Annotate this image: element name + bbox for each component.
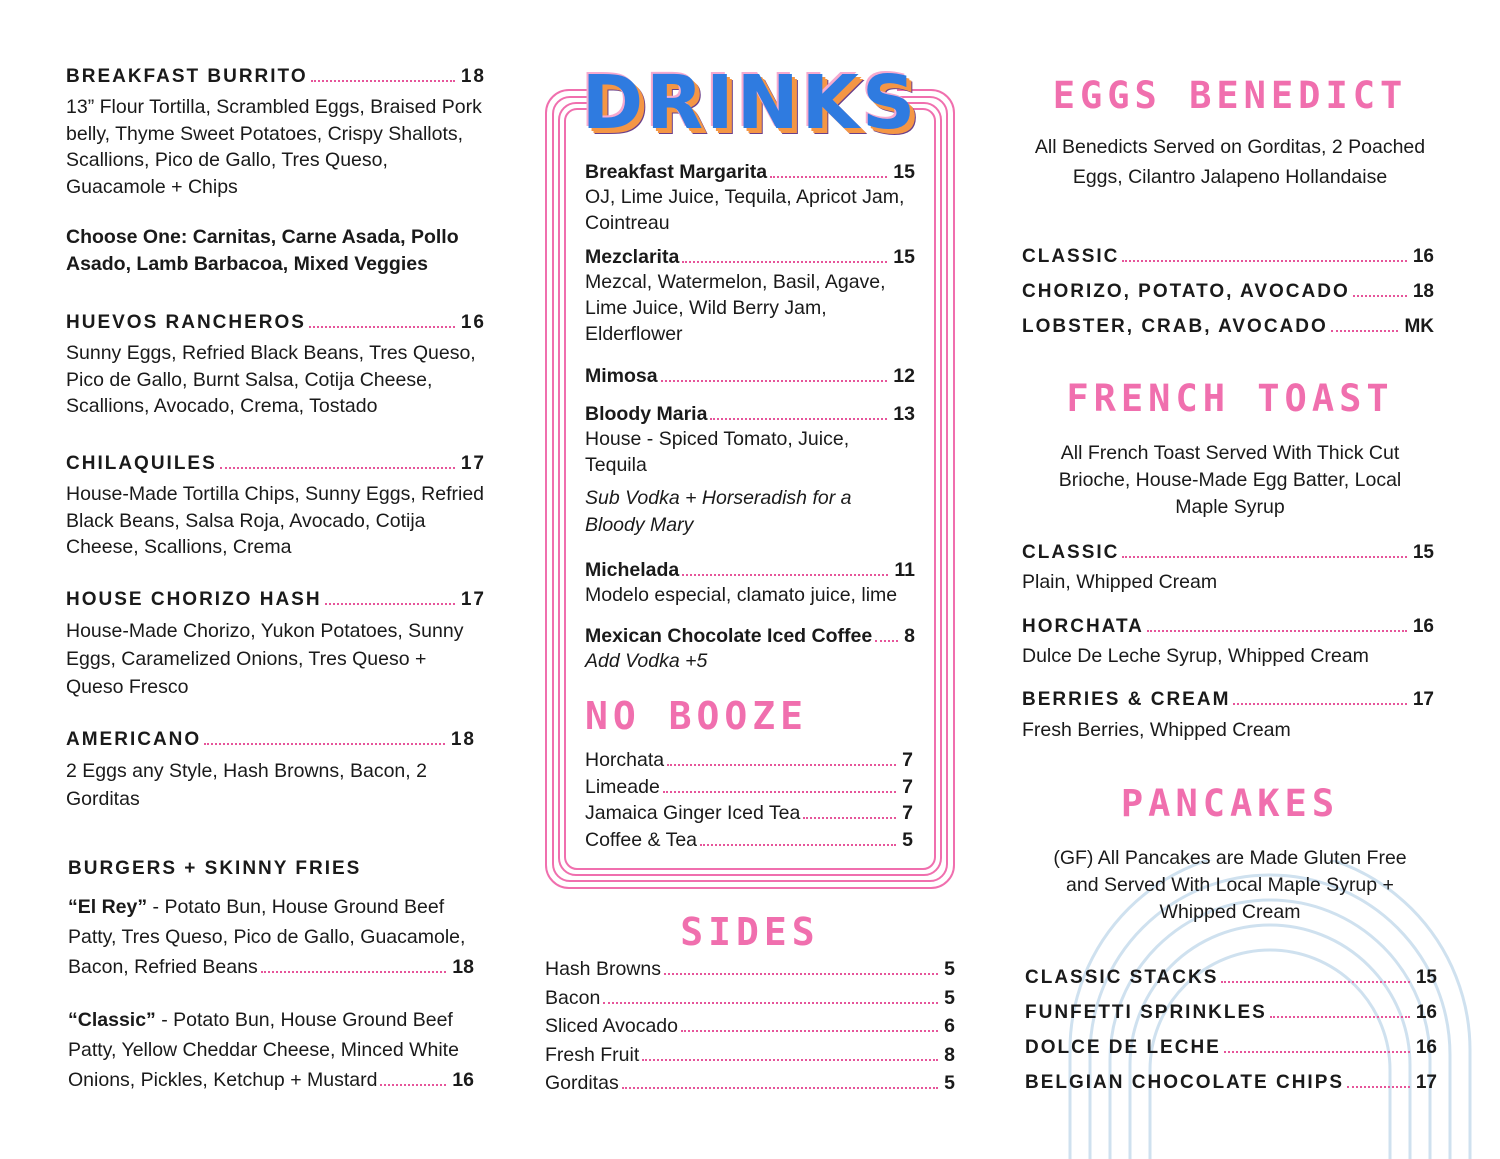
drinks-title — [581, 60, 919, 146]
french-toast-sub: Fresh Berries, Whipped Cream — [1022, 719, 1291, 741]
french-toast-sub: Dulce De Leche Syrup, Whipped Cream — [1022, 645, 1369, 667]
side-item — [545, 958, 955, 987]
item-name: Horchata — [585, 749, 665, 771]
no-booze-item — [585, 829, 913, 856]
benedict-item — [1022, 316, 1434, 338]
item-price: 16 — [1415, 1037, 1437, 1058]
drink-price: 15 — [893, 246, 915, 268]
section-heading: BURGERS + SKINNY FRIES — [68, 858, 362, 879]
drink-name: Breakfast Margarita — [585, 161, 768, 183]
drink-item — [585, 246, 915, 347]
leader-dots — [667, 764, 896, 766]
item-price: 7 — [902, 775, 913, 798]
leader-dots — [603, 1002, 938, 1004]
leader-dots — [661, 380, 888, 382]
leader-dots — [220, 467, 455, 469]
leader-dots — [1147, 630, 1407, 632]
no-booze-list — [585, 749, 913, 855]
drink-name: Mexican Chocolate Iced Coffee — [585, 625, 873, 647]
pancake-item — [1025, 1072, 1437, 1094]
item-description: Sunny Eggs, Refried Black Beans, Tres Queso, Pico de Gallo, Burnt Salsa, Cotija Cheese, Scallions, Avocado, Crema, Tostado — [66, 342, 476, 417]
sides-heading: SIDES — [680, 910, 820, 954]
no-booze-item — [585, 802, 913, 829]
item-price: 5 — [944, 986, 955, 1009]
eggs-benedict-description: All Benedicts Served on Gorditas, 2 Poached Eggs, Cilantro Jalapeno Hollandaise — [1034, 136, 1426, 188]
item-price: 18 — [460, 66, 486, 87]
drink-description: Modelo especial, clamato juice, lime — [585, 584, 898, 606]
item-price: 16 — [1412, 246, 1434, 267]
item-name: CLASSIC — [1022, 246, 1120, 267]
french-toast-heading: FRENCH TOAST — [1066, 377, 1394, 420]
burger-classic — [68, 1005, 488, 1095]
item-price: 16 — [1415, 1002, 1437, 1023]
drink-item — [585, 625, 915, 675]
leader-dots — [710, 418, 887, 420]
leader-dots — [311, 80, 455, 82]
burger-name: “El Rey” — [68, 896, 148, 918]
french-toast-item — [1022, 689, 1434, 711]
leader-dots — [681, 1030, 938, 1032]
benedict-item — [1022, 281, 1434, 303]
menu-item-americano — [66, 729, 486, 813]
item-name: HUEVOS RANCHEROS — [66, 312, 306, 333]
drink-description: House - Spiced Tomato, Juice, Tequila — [585, 428, 850, 476]
menu-item-chorizo-hash — [66, 589, 486, 701]
burger-name: “Classic” — [68, 1009, 156, 1031]
sides-list — [545, 958, 955, 1101]
item-name: Fresh Fruit — [545, 1043, 640, 1066]
item-description: House-Made Chorizo, Yukon Potatoes, Sunny Eggs, Caramelized Onions, Tres Queso + Queso Fresco — [66, 620, 464, 698]
leader-dots — [770, 176, 887, 178]
item-price: 17 — [460, 589, 486, 610]
burger-desc-line: - Potato Bun, House Ground Beef — [155, 1009, 453, 1031]
drink-item — [585, 559, 915, 608]
item-name: Coffee & Tea — [585, 828, 698, 851]
leader-dots — [380, 1084, 446, 1086]
leader-dots — [642, 1059, 938, 1061]
leader-dots — [682, 261, 887, 263]
pancakes-description: (GF) All Pancakes are Made Gluten Free and Served With Local Maple Syrup + Whipped Cream — [1053, 847, 1407, 923]
side-item — [545, 1044, 955, 1073]
burger-desc-line: - Potato Bun, House Ground Beef — [147, 896, 445, 918]
leader-dots — [325, 603, 455, 605]
protein-choice: Choose One: Carnitas, Carne Asada, Pollo Asado, Lamb Barbacoa, Mixed Veggies — [66, 226, 459, 275]
french-toast-item — [1022, 616, 1434, 638]
drink-price: 11 — [894, 559, 915, 581]
no-booze-item — [585, 749, 913, 776]
leader-dots — [664, 973, 938, 975]
drink-name: Mimosa — [585, 365, 658, 387]
menu-item-breakfast-burrito — [66, 66, 486, 278]
french-toast-description: All French Toast Served With Thick Cut Brioche, House-Made Egg Batter, Local Maple Syrup — [1058, 442, 1402, 518]
item-price: 5 — [902, 828, 913, 851]
side-item — [545, 1072, 955, 1101]
drink-item — [585, 161, 915, 236]
item-price: 7 — [902, 749, 913, 771]
item-name: CHILAQUILES — [66, 453, 217, 474]
item-price: 5 — [944, 1072, 955, 1094]
item-price: MK — [1404, 316, 1434, 337]
item-price: 18 — [1412, 281, 1434, 302]
side-item — [545, 987, 955, 1016]
item-name: CHORIZO, POTATO, AVOCADO — [1022, 281, 1350, 302]
pancake-item — [1025, 1037, 1437, 1059]
leader-dots — [682, 574, 888, 576]
side-item — [545, 1015, 955, 1044]
drink-price: 13 — [893, 403, 915, 425]
item-name: HORCHATA — [1022, 616, 1144, 637]
item-price: 6 — [944, 1015, 955, 1037]
leader-dots — [1233, 703, 1406, 705]
burger-desc-line: Bacon, Refried Beans — [68, 956, 258, 978]
menu-item-huevos-rancheros — [66, 312, 486, 420]
menu-item-chilaquiles — [66, 453, 486, 561]
eggs-benedict-heading: EGGS BENEDICT — [1052, 74, 1408, 117]
item-name: Hash Browns — [545, 958, 661, 980]
french-toast-item — [1022, 542, 1434, 564]
item-price: 17 — [1412, 689, 1434, 710]
drink-item — [585, 365, 915, 388]
item-description: 2 Eggs any Style, Hash Browns, Bacon, 2 Gorditas — [66, 760, 427, 810]
burger-el-rey — [68, 892, 488, 982]
pancake-item — [1025, 967, 1437, 989]
leader-dots — [1122, 260, 1406, 262]
leader-dots — [309, 326, 455, 328]
item-name: CLASSIC STACKS — [1025, 967, 1219, 988]
item-name: FUNFETTI SPRINKLES — [1025, 1002, 1267, 1023]
drink-name: Michelada — [585, 559, 680, 581]
item-name: BERRIES & CREAM — [1022, 689, 1231, 710]
drink-price: 15 — [893, 161, 915, 183]
leader-dots — [204, 743, 445, 745]
item-name: Gorditas — [545, 1072, 619, 1094]
leader-dots — [1122, 556, 1406, 558]
leader-dots — [1353, 295, 1407, 297]
item-name: CLASSIC — [1022, 542, 1120, 563]
drink-note: Sub Vodka + Horseradish for a Bloody Mary — [585, 487, 852, 536]
item-price: 18 — [450, 729, 476, 750]
leader-dots — [875, 640, 898, 642]
drink-description: Mezcal, Watermelon, Basil, Agave, Lime Juice, Wild Berry Jam, Elderflower — [585, 271, 886, 345]
item-name: AMERICANO — [66, 729, 202, 750]
drink-description: OJ, Lime Juice, Tequila, Apricot Jam, Cointreau — [585, 186, 905, 234]
drink-name: Mezclarita — [585, 246, 680, 268]
leader-dots — [1347, 1086, 1410, 1088]
item-price: 16 — [460, 312, 486, 333]
item-name: LOBSTER, CRAB, AVOCADO — [1022, 316, 1328, 337]
leader-dots — [1331, 330, 1399, 332]
item-name: BELGIAN CHOCOLATE CHIPS — [1025, 1072, 1345, 1093]
item-name: DOLCE DE LECHE — [1025, 1037, 1221, 1058]
french-toast-sub: Plain, Whipped Cream — [1022, 571, 1218, 593]
no-booze-item — [585, 776, 913, 803]
item-price: 17 — [1415, 1072, 1437, 1093]
benedict-item — [1022, 246, 1434, 268]
item-name: BREAKFAST BURRITO — [66, 66, 308, 87]
burgers-section — [68, 858, 488, 1095]
item-name: Jamaica Ginger Iced Tea — [585, 802, 801, 824]
leader-dots — [622, 1087, 938, 1089]
leader-dots — [1270, 1016, 1410, 1018]
pancakes-heading: PANCAKES — [1120, 782, 1340, 825]
burger-desc-line: Onions, Pickles, Ketchup + Mustard — [68, 1069, 378, 1091]
item-price: 15 — [1412, 542, 1434, 563]
leader-dots — [1224, 1051, 1410, 1053]
leader-dots — [803, 817, 896, 819]
drink-item — [585, 403, 915, 539]
burger-price: 16 — [452, 1069, 474, 1091]
item-price: 5 — [944, 958, 955, 980]
burger-desc-line: Patty, Tres Queso, Pico de Gallo, Guacamole, — [68, 926, 466, 948]
item-description: 13” Flour Tortilla, Scrambled Eggs, Braised Pork belly, Thyme Sweet Potatoes, Crispy Shallots, Scallions, Pico de Gallo, Tres Queso, Guacamole + Chips — [66, 96, 482, 198]
leader-dots — [1221, 981, 1409, 983]
item-name: Sliced Avocado — [545, 1015, 678, 1037]
no-booze-heading: NO BOOZE — [585, 694, 809, 738]
leader-dots — [700, 844, 896, 846]
burger-desc-line: Patty, Yellow Cheddar Cheese, Minced White — [68, 1039, 459, 1061]
item-price: 7 — [902, 802, 913, 824]
drink-name: Bloody Maria — [585, 403, 708, 425]
drink-price: 8 — [904, 625, 915, 647]
item-price: 8 — [944, 1043, 955, 1066]
item-price: 16 — [1412, 616, 1434, 637]
item-description: House-Made Tortilla Chips, Sunny Eggs, Refried Black Beans, Salsa Roja, Avocado, Cotija Cheese, Scallions, Crema — [66, 483, 485, 558]
drink-note: Add Vodka +5 — [585, 650, 708, 672]
item-price: 15 — [1415, 967, 1437, 988]
drinks-title-text: DRINKS — [581, 60, 919, 146]
item-name: Bacon — [545, 986, 601, 1009]
pancake-item — [1025, 1002, 1437, 1024]
item-name: HOUSE CHORIZO HASH — [66, 589, 322, 610]
leader-dots — [663, 791, 896, 793]
drink-price: 12 — [893, 365, 915, 387]
item-price: 17 — [460, 453, 486, 474]
leader-dots — [261, 971, 447, 973]
item-name: Limeade — [585, 775, 660, 798]
burger-price: 18 — [452, 956, 474, 978]
